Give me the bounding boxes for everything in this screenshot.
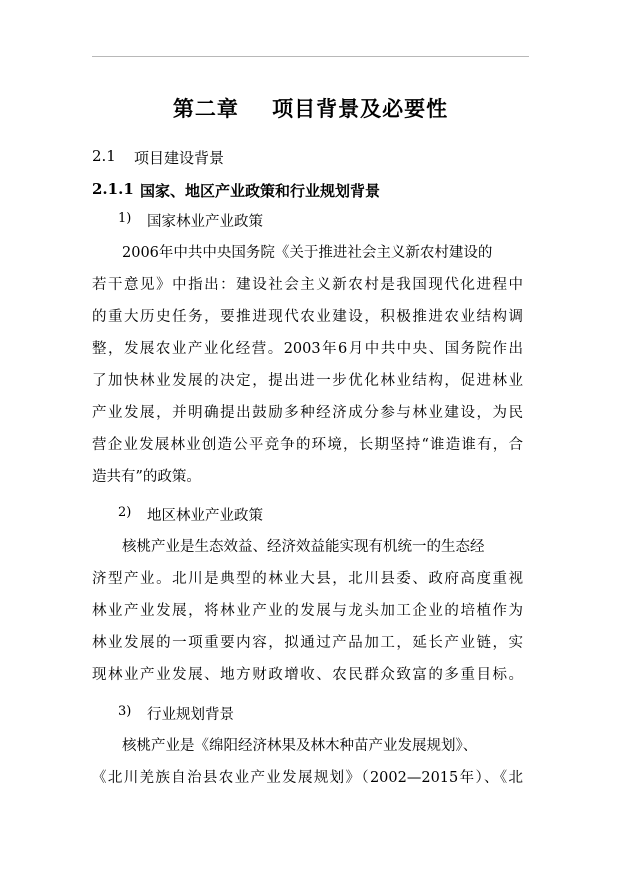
section-number: 2.1 — [92, 147, 116, 165]
item-1-number: 1) — [118, 211, 132, 226]
paragraph-line: 济型产业。北川是典型的林业大县，北川县委、政府高度重视 — [92, 571, 523, 587]
item-3-number: 3) — [118, 704, 132, 719]
paragraph-line: 营企业发展林业创造公平竞争的环境，长期坚持“谁造谁有，合 — [92, 437, 523, 453]
header-rule — [92, 56, 529, 57]
paragraph-line: 《北川羌族自治县农业产业发展规划》（2002—2015年）、《北 — [92, 770, 523, 786]
item-2-number: 2) — [118, 505, 132, 520]
item-3-title: 行业规划背景 — [147, 707, 234, 723]
chapter-title: 第二章 项目背景及必要性 — [172, 96, 449, 121]
paragraph-line: 产业发展，并明确提出鼓励多种经济成分参与林业建设，为民 — [92, 405, 523, 421]
paragraph-line: 造共有”的政策。 — [92, 469, 201, 485]
paragraph-line: 林业发展的一项重要内容，拟通过产品加工，延长产业链，实 — [92, 635, 523, 651]
paragraph-line: 整，发展农业产业化经营。2003年6月中共中央、国务院作出 — [92, 341, 523, 357]
paragraph-line: 2006年中共中央国务院《关于推进社会主义新农村建设的 — [122, 245, 493, 261]
item-2-title: 地区林业产业政策 — [147, 508, 263, 524]
paragraph-line: 核桃产业是《绵阳经济林果及林木种苗产业发展规划》、 — [122, 738, 478, 754]
subsection-title: 国家、地区产业政策和行业规划背景 — [140, 182, 381, 200]
item-1-title: 国家林业产业政策 — [147, 214, 263, 230]
paragraph-line: 核桃产业是生态效益、经济效益能实现有机统一的生态经 — [122, 539, 485, 555]
paragraph-line: 若干意见》中指出：建设社会主义新农村是我国现代化进程中 — [92, 277, 523, 293]
subsection-number: 2.1.1 — [92, 180, 134, 198]
section-title: 项目建设背景 — [134, 149, 225, 167]
paragraph-line: 的重大历史任务，要推进现代农业建设，积极推进农业结构调 — [92, 309, 523, 325]
paragraph-line: 了加快林业发展的决定，提出进一步优化林业结构，促进林业 — [92, 373, 523, 389]
paragraph-line: 林业产业发展，将林业产业的发展与龙头加工企业的培植作为 — [92, 603, 523, 619]
paragraph-line: 现林业产业发展、地方财政增收、农民群众致富的多重目标。 — [92, 667, 523, 683]
